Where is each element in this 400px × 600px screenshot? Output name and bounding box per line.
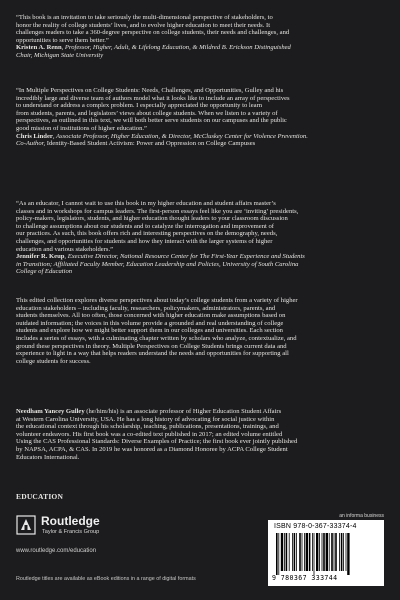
quote-attribution-cont: [16, 140, 384, 148]
quote-author: Kristen A. Renn: [16, 44, 62, 52]
bio-line: Educators International.: [16, 453, 80, 461]
description-line: outdated information; the voices in this volume provide a grounded and real understanding of college: [16, 319, 284, 327]
bio-author-name: Needham Yancey Gulley: [16, 408, 85, 415]
quote-attribution: [16, 133, 384, 141]
bio-line: [16, 408, 384, 416]
bio-line: volunteer endeavors. His first book was a co-edited text published in 2017; an edited volume entitled: [16, 430, 283, 438]
quote-line: perspectives, as outlined in this text, we will both better serve students on our campuses and the public: [16, 117, 287, 125]
quote-line: opportunities to serve them better.”: [16, 36, 109, 44]
quote-attribution: [16, 253, 384, 261]
isbn-barcode-panel: [268, 520, 384, 586]
quote-line: our practices. As such, this book offers rich and interesting perspectives on the demography, needs,: [16, 230, 278, 238]
description-line: students themselves. All too often, those concerned with higher education make assumptions based on: [16, 312, 286, 320]
publisher-website[interactable]: www.routledge.com/education: [16, 548, 97, 554]
quote-role: Chair, Michigan State University: [16, 51, 104, 59]
quote-author: Chris Linder: [16, 132, 53, 140]
description-line: This edited collection explores diverse perspectives about today’s college students from a variety of higher: [16, 297, 298, 304]
description-line: education stakeholders – including faculty, researchers, policymakers, administrators, parents, and: [16, 304, 276, 312]
quote-line: education and various stakeholders.”: [16, 245, 114, 253]
quote-line: “This book is an invitation to take seriously the multi-dimensional perspective of stakeholders, to: [16, 14, 273, 21]
quote-role: , Professor, Higher, Adult, & Lifelong Education, & Mildred B. Erickson Distinguished: [61, 44, 291, 52]
quote-line: policy-makers, legislators, students, and higher education thought leaders to your classroom discussion: [16, 215, 288, 223]
bio-text: (he/him/his) is an associate professor of Higher Education Student Affairs: [84, 408, 282, 415]
quote-role: in Transition; Affiliated Faculty Member, Education Leadership and Policies, University of South Carolina: [16, 260, 299, 268]
bio-line: at Western Carolina University, USA. He has a long history of advocating for social justice within: [16, 415, 275, 423]
publisher-logo: [16, 513, 176, 539]
routledge-logo-icon: [16, 515, 36, 535]
quote-attribution-cont: [16, 52, 384, 60]
quote-line: challenges readers to take a 360-degree perspective on college students, their needs and challenges, and: [16, 29, 290, 37]
author-bio: [16, 408, 384, 461]
quote-attribution-cont: [16, 268, 384, 276]
quote-line: incredibly large and diverse team of authors model what it looks like to include an array of perspectives: [16, 94, 290, 102]
quote-line: from students, parents, and legislators’ views about college students. When we listen to a variety of: [16, 109, 278, 117]
quote-role: , Executive Director, National Resource Center for The First-Year Experience and Students: [64, 253, 305, 261]
ebook-note: Routledge titles are available as eBook editions in a range of digital formats: [16, 576, 196, 582]
informa-imprint: an informa business: [339, 513, 384, 519]
description-line: includes a series of essays, with a culminating chapter written by scholars who analyze, contextualize, and: [16, 334, 297, 342]
description-line: students and explore how we might better support them in our colleges and universities. Each section: [16, 327, 283, 335]
quote-line: to challenge assumptions about our students and to catalyze the interrogation and improvement of: [16, 222, 275, 230]
publisher-name: Routledge: [41, 514, 100, 528]
quote-line: classes and in workshops for campus leaders. The first-person essays feel like you are ‘inviting’ presidents,: [16, 207, 299, 215]
subject-category: EDUCATION: [16, 492, 64, 501]
quote-role: , Associate Professor, Higher Education, & Director, McCluskey Center for Violence Prevention.: [52, 132, 308, 140]
book-description: [16, 297, 384, 365]
quote-attribution-cont: [16, 261, 384, 269]
description-line: ground these perspectives in theory. Multiple Perspectives on College Students brings current data and: [16, 342, 287, 350]
quote-author: Jennifer R. Keup: [16, 253, 65, 261]
quote-attribution: [16, 44, 384, 52]
quote-line: honor the reality of college students’ lives, and to evolve higher education to meet their needs. It: [16, 21, 271, 29]
quote-book-title: Identity-Based Student Activism: Power and Oppression on College Campuses: [45, 140, 256, 148]
description-line: college students for success.: [16, 357, 91, 365]
quote-line: to understand or address a complex problem. I especially appreciated the opportunity to learn: [16, 102, 263, 110]
bio-line: by NAPSA, ACPA, & CAS. In 2019 he was honored as a Diamond Honoree by ACPA College Student: [16, 445, 288, 453]
quote-renn: [16, 14, 384, 60]
quote-role: Co-Author,: [16, 140, 46, 148]
bio-line: the educational context through his scholarship, teaching, publications, presentations, trainings, and: [16, 423, 279, 431]
barcode-icon: [274, 533, 378, 575]
barcode-digits: 9 780367 333744: [272, 574, 338, 582]
quote-line: challenges, and opportunities for students and how they interact with the larger systems of higher: [16, 237, 273, 245]
quote-line: good mission of institutions of higher education.”: [16, 124, 147, 132]
isbn-label: ISBN 978-0-367-33374-4: [274, 523, 357, 530]
quote-keup: [16, 200, 384, 276]
description-line: experience to light in a way that helps readers understand the needs and opportunities for supporting all: [16, 350, 289, 358]
quote-line: “As an educator, I cannot wait to use this book in my higher education and student affairs master’s: [16, 200, 276, 207]
publisher-group: Taylor & Francis Group: [42, 529, 100, 535]
bio-line: Using the CAS Professional Standards: Diverse Examples of Practice; the first book ever jointly published: [16, 438, 298, 446]
quote-role: College of Education: [16, 268, 73, 276]
quote-linder: [16, 87, 384, 148]
quote-line: “In Multiple Perspectives on College Students: Needs, Challenges, and Opportunities, Gulley and his: [16, 87, 284, 94]
